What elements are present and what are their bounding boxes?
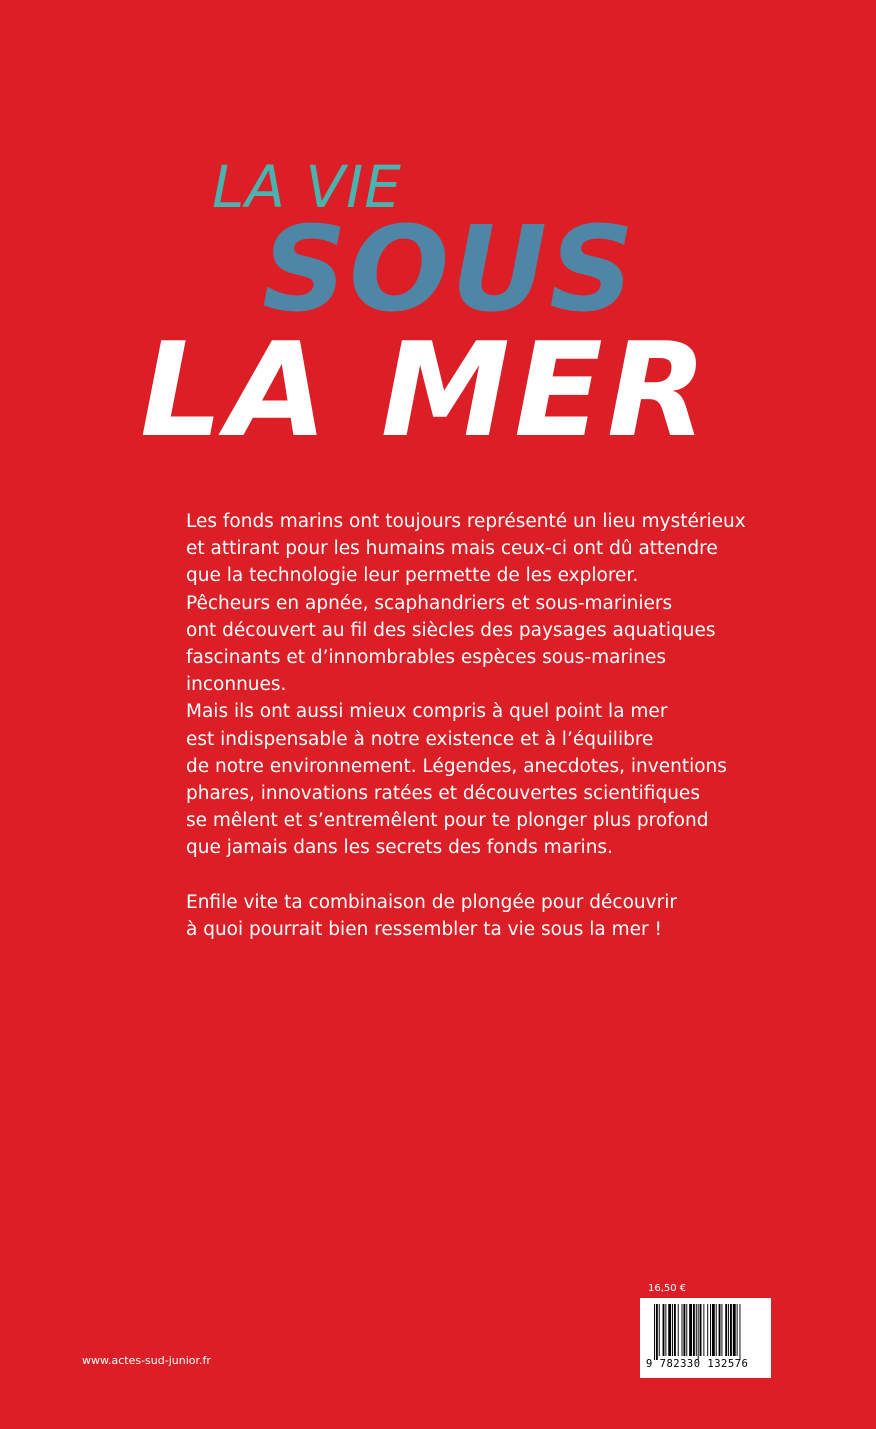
barcode-bar xyxy=(656,1304,658,1360)
barcode-bar xyxy=(712,1304,715,1356)
isbn-number: 9 782330 132576 xyxy=(646,1358,749,1370)
barcode-bar xyxy=(725,1304,727,1356)
barcode-bar xyxy=(703,1304,704,1356)
blurb-line: est indispensable à notre existence et à l’équilibre xyxy=(186,728,654,750)
barcode-bar xyxy=(710,1304,711,1356)
barcode-bar xyxy=(719,1304,721,1356)
title-line-2: SOUS xyxy=(262,200,637,338)
back-cover-blurb xyxy=(186,508,766,943)
blurb-line: que la technologie leur permette de les explorer. xyxy=(186,565,639,587)
barcode-bar xyxy=(683,1304,685,1356)
publisher-website: www.actes-sud-junior.fr xyxy=(82,1354,211,1367)
barcode-bars xyxy=(640,1298,771,1360)
blurb-line: Mais ils ont aussi mieux compris à quel point la mer xyxy=(186,701,668,723)
barcode-bar xyxy=(654,1304,655,1360)
title-line-1: LA VIE xyxy=(212,153,402,221)
blurb-line: Les fonds marins ont toujours représenté un lieu mystérieux xyxy=(186,511,746,532)
barcode xyxy=(640,1298,771,1378)
blurb-line: fascinants et d’innombrables espèces sous-marines inconnues. xyxy=(186,647,666,696)
blurb-line: Pêcheurs en apnée, scaphandriers et sous-mariniers xyxy=(186,592,673,614)
barcode-bar xyxy=(665,1304,666,1356)
blurb-line: à quoi pourrait bien ressembler ta vie sous la mer ! xyxy=(186,918,662,940)
price-label: 16,50 € xyxy=(648,1283,687,1294)
blurb-paragraph-2 xyxy=(186,889,766,943)
barcode-bar xyxy=(686,1304,687,1356)
barcode-bar xyxy=(668,1304,671,1356)
barcode-bar xyxy=(707,1304,708,1356)
barcode-bar xyxy=(693,1304,695,1356)
barcode-bar xyxy=(721,1304,722,1356)
blurb-paragraph-1 xyxy=(186,508,766,862)
barcode-bar xyxy=(740,1304,741,1360)
title-line-3: LA MER xyxy=(140,314,711,466)
blurb-line: que jamais dans les secrets des fonds marins. xyxy=(186,837,613,859)
barcode-bar xyxy=(698,1304,699,1360)
barcode-bar xyxy=(689,1304,692,1356)
blurb-line: ont découvert au fil des siècles des paysages aquatiques xyxy=(186,619,716,641)
barcode-bar xyxy=(728,1304,729,1356)
barcode-bar xyxy=(659,1304,660,1356)
barcode-bar xyxy=(674,1304,676,1356)
barcode-bar xyxy=(730,1304,732,1356)
barcode-bar xyxy=(737,1304,738,1356)
barcode-bar xyxy=(663,1304,665,1356)
barcode-bar xyxy=(716,1304,717,1356)
blurb-line: phares, innovations ratées et découvertes scientifiques xyxy=(186,783,700,805)
barcode-bar xyxy=(678,1304,679,1356)
blurb-line: de notre environnement. Légendes, anecdotes, inventions xyxy=(186,755,727,777)
blurb-line: et attirant pour les humains mais ceux-ci ont dû attendre xyxy=(186,538,718,560)
blurb-line: Enfile vite ta combinaison de plongée pour découvrir xyxy=(186,891,677,913)
barcode-bar xyxy=(682,1304,683,1356)
blurb-line: se mêlent et s’entremêlent pour te plonger plus profond xyxy=(186,810,709,832)
barcode-bar xyxy=(733,1304,736,1356)
barcode-bar xyxy=(696,1304,697,1356)
barcode-bar xyxy=(672,1304,673,1356)
barcode-bar xyxy=(700,1304,702,1356)
